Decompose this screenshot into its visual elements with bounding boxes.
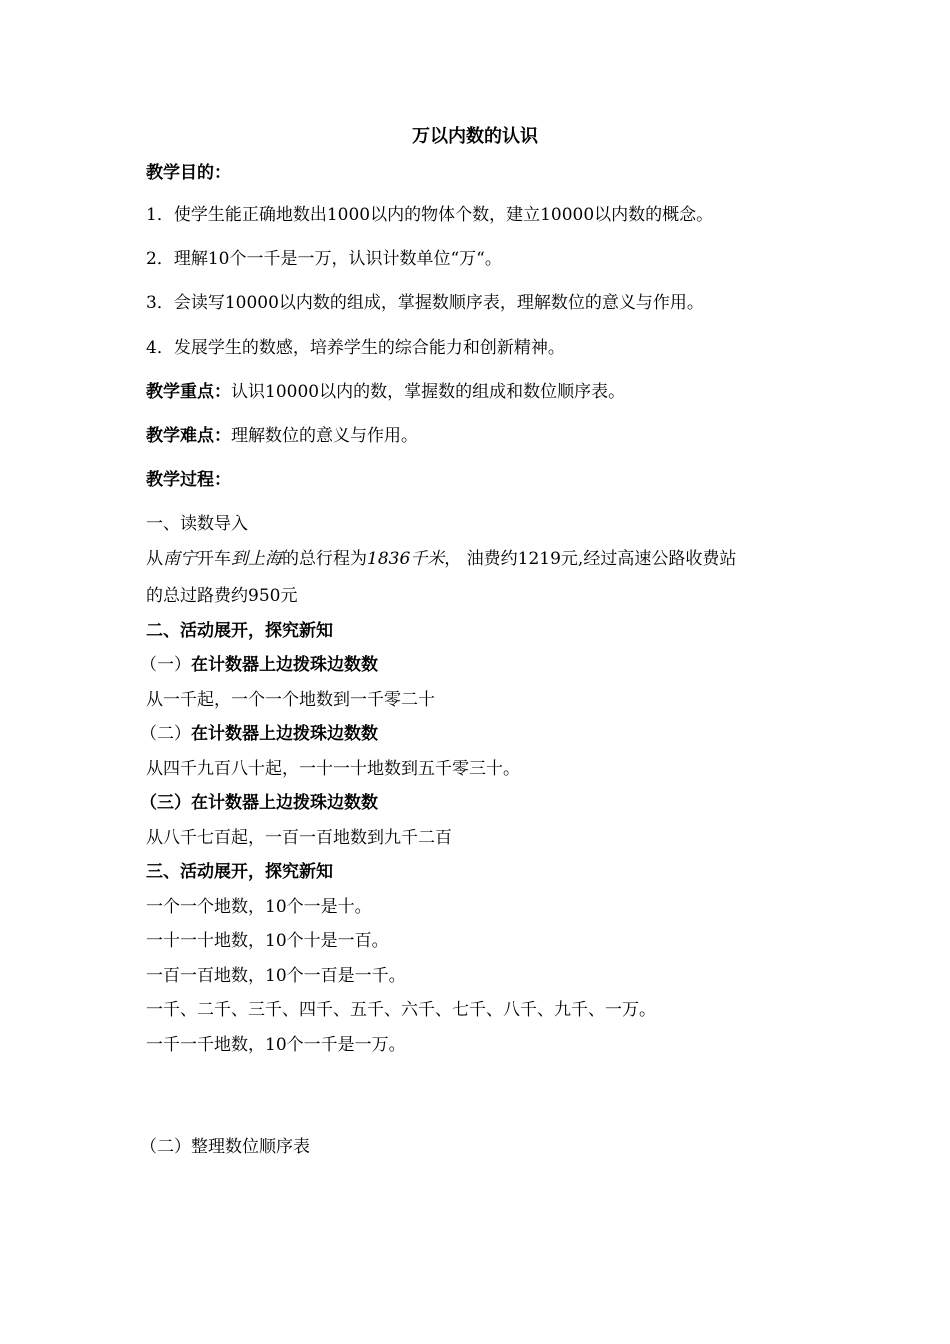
place-shanghai: 到上海 bbox=[231, 549, 282, 569]
text-run: 从 bbox=[146, 549, 163, 569]
item-prefix: （二） bbox=[140, 724, 191, 744]
section1-paragraph bbox=[146, 547, 736, 571]
section2-item-heading bbox=[140, 791, 378, 815]
text-run: 开车 bbox=[197, 549, 231, 569]
item-heading: 在计数器上边拨珠边数数 bbox=[191, 724, 378, 744]
process-heading: 教学过程： bbox=[146, 470, 231, 490]
item-prefix: （三） bbox=[140, 793, 191, 813]
section2-item-text: 从八千七百起，一百一百地数到九千二百 bbox=[146, 828, 452, 848]
section2-item-heading bbox=[140, 653, 378, 677]
item-heading: 在计数器上边拨珠边数数 bbox=[191, 655, 378, 675]
item-prefix: （一） bbox=[140, 655, 191, 675]
section3-line: 一个一个地数，10个一是十。 bbox=[146, 897, 372, 917]
text-run: ， 油费约1219元,经过高速公路收费站 bbox=[444, 549, 737, 569]
difficulty-text: 理解数位的意义与作用。 bbox=[231, 426, 418, 446]
difficulty-label: 教学难点： bbox=[146, 426, 231, 446]
difficulty bbox=[146, 424, 418, 448]
place-nanning: 南宁 bbox=[163, 549, 197, 569]
section3-line: 一千、二千、三千、四千、五千、六千、七千、八千、九千、一万。 bbox=[146, 1000, 656, 1020]
section3-line: 一百一百地数，10个一百是一千。 bbox=[146, 966, 406, 986]
key-point-text: 认识10000以内的数，掌握数的组成和数位顺序表。 bbox=[231, 382, 626, 402]
objective-item: 4．发展学生的数感，培养学生的综合能力和创新精神。 bbox=[146, 338, 565, 358]
section1-heading: 一、读数导入 bbox=[146, 514, 248, 534]
section3-line: 一千一千地数，10个一千是一万。 bbox=[146, 1035, 406, 1055]
key-point bbox=[146, 380, 625, 404]
text-run: 的总行程为 bbox=[282, 549, 367, 569]
section2-heading: 二、活动展开，探究新知 bbox=[146, 621, 333, 641]
section1-paragraph-cont: 的总过路费约950元 bbox=[146, 586, 298, 606]
subsection-heading: （二）整理数位顺序表 bbox=[140, 1137, 310, 1157]
key-point-label: 教学重点： bbox=[146, 382, 231, 402]
section3-line: 一十一十地数，10个十是一百。 bbox=[146, 931, 389, 951]
objectives-heading: 教学目的： bbox=[146, 163, 231, 183]
section3-heading: 三、活动展开，探究新知 bbox=[146, 862, 333, 882]
section2-item-text: 从四千九百八十起，一十一十地数到五千零三十。 bbox=[146, 759, 520, 779]
objective-item: 1．使学生能正确地数出1000以内的物体个数，建立10000以内数的概念。 bbox=[146, 205, 714, 225]
objective-item: 3．会读写10000以内数的组成，掌握数顺序表，理解数位的意义与作用。 bbox=[146, 293, 704, 313]
section2-item-text: 从一千起，一个一个地数到一千零二十 bbox=[146, 690, 435, 710]
section2-item-heading bbox=[140, 722, 378, 746]
document-title: 万以内数的认识 bbox=[412, 126, 538, 147]
objective-item: 2．理解10个一千是一万，认识计数单位“万“。 bbox=[146, 249, 502, 269]
distance-value: 1836千米 bbox=[367, 549, 445, 569]
item-heading: 在计数器上边拨珠边数数 bbox=[191, 793, 378, 813]
